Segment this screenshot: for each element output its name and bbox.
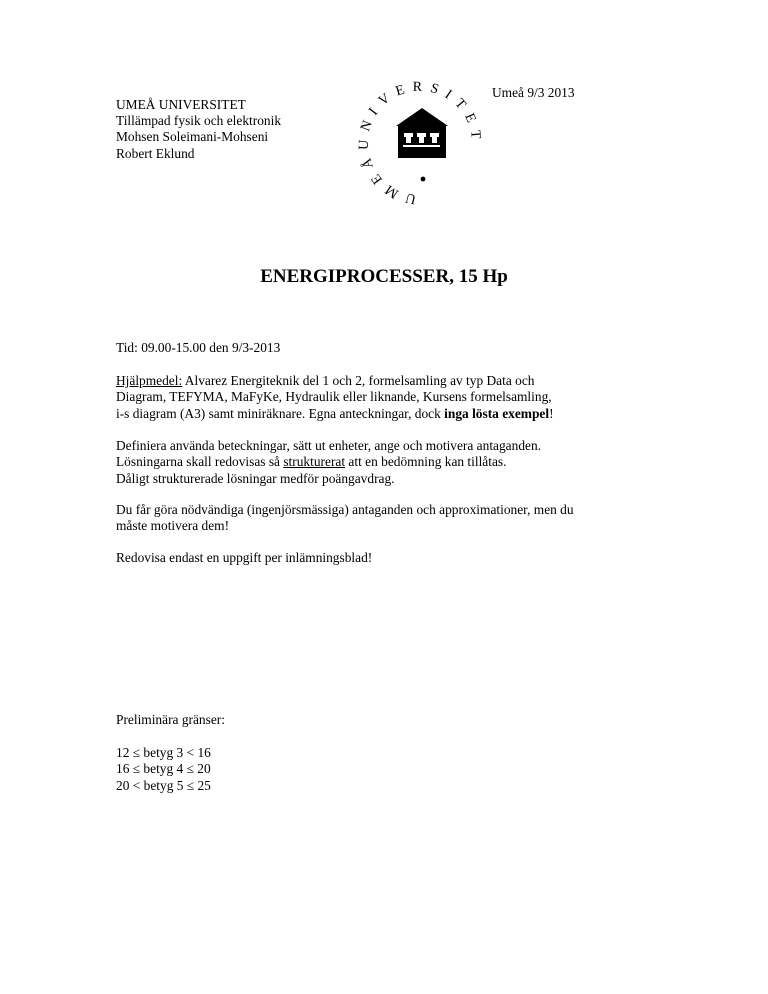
grades-heading: Preliminära gränser:	[116, 712, 225, 727]
university-logo	[355, 75, 485, 205]
exam-title: ENERGIPROCESSER, 15 Hp	[260, 266, 508, 287]
university-name: UMEÅ UNIVERSITET	[116, 97, 246, 112]
grade-row: 20 < betyg 5 ≤ 25	[116, 777, 211, 793]
author-1: Mohsen Soleimani-Mohseni	[116, 129, 269, 145]
exam-time: Tid: 09.00-15.00 den 9/3-2013	[116, 340, 281, 355]
instructions: Definiera använda beteckningar, sätt ut enheter, ange och motivera antaganden. Lösningarna skall redovisas så strukturerat att en bedömning kan tillåtas. Dåligt strukturerade lösningar medför poängavdrag.	[116, 438, 542, 486]
svg-text:UMEÅUNIVERSITET: UMEÅUNIVERSITET	[356, 79, 484, 205]
single-task-note: Redovisa endast en uppgift per inlämningsblad!	[116, 550, 373, 565]
aids-emphasis: inga lösta exempel	[444, 405, 550, 421]
aids-label: Hjälpmedel:	[116, 373, 183, 388]
grade-row: 12 ≤ betyg 3 < 16	[116, 745, 211, 760]
instructions-underlined: strukturerat	[283, 454, 346, 470]
allowed-aids: Hjälpmedel: Alvarez Energiteknik del 1 och 2, formelsamling av typ Data och Diagram, TEFYMA, MaFyKe, Hydraulik eller liknande, Kursens formelsamling, i-s diagram (A3) samt miniräknare. Egna anteckningar, dock inga lösta exempel!	[116, 373, 554, 421]
logo-emblem	[396, 108, 448, 158]
author-2: Robert Eklund	[116, 145, 195, 161]
document-date: Umeå 9/3 2013	[492, 85, 575, 100]
assumptions-note: Du får göra nödvändiga (ingenjörsmässiga) antaganden och approximationer, men du måste motivera dem!	[116, 502, 574, 534]
grade-limits	[116, 745, 211, 794]
department-name: Tillämpad fysik och elektronik	[116, 113, 282, 129]
grade-row: 16 ≤ betyg 4 ≤ 20	[116, 761, 211, 777]
sender-block	[116, 97, 281, 162]
